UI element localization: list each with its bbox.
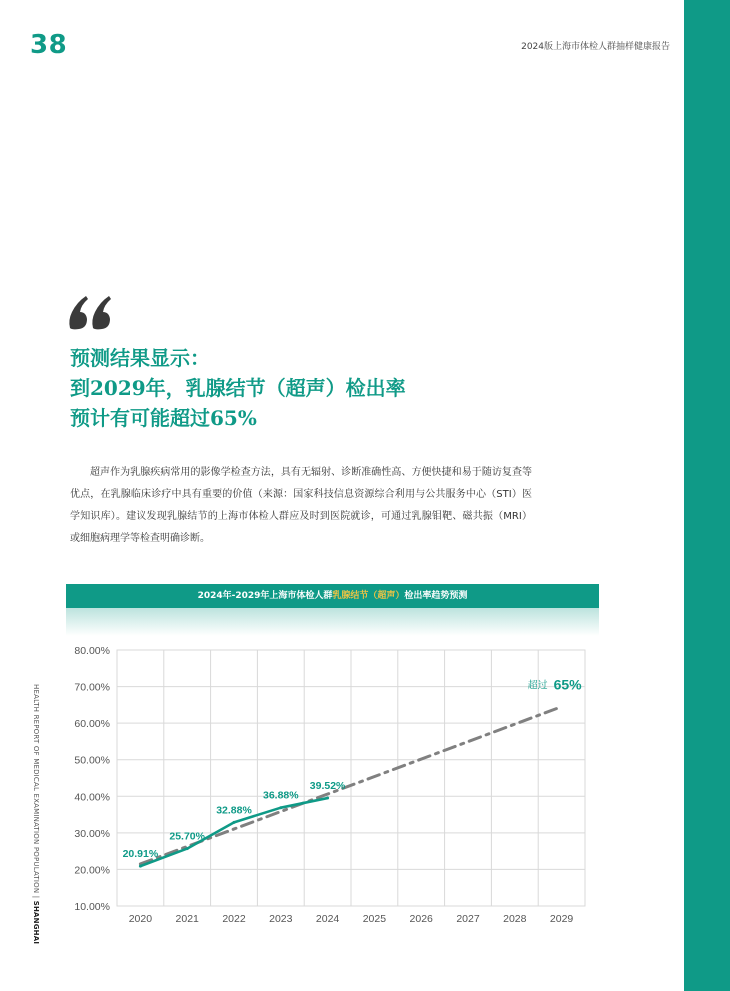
data-point bbox=[233, 821, 236, 824]
x-tick-label: 2024 bbox=[315, 913, 340, 925]
headline-line-2: 到2029年，乳腺结节（超声）检出率 bbox=[70, 376, 406, 400]
side-label-separator: | bbox=[32, 895, 40, 899]
x-tick-label: 2027 bbox=[456, 913, 480, 925]
y-tick-label: 30.00% bbox=[74, 827, 110, 840]
y-tick-label: 50.00% bbox=[74, 754, 110, 767]
y-tick-label: 80.00% bbox=[74, 645, 110, 657]
side-label-city: SHANGHAI bbox=[32, 900, 40, 945]
x-tick-label: 2025 bbox=[362, 913, 387, 925]
chart-title-highlight: 乳腺结节（超声） bbox=[332, 591, 405, 601]
y-tick-label: 40.00% bbox=[74, 791, 110, 804]
data-label: 25.70% bbox=[169, 830, 206, 843]
banner-fade bbox=[66, 608, 599, 636]
page-number: 38 bbox=[30, 30, 68, 60]
x-tick-label: 2029 bbox=[549, 913, 574, 925]
headline bbox=[70, 343, 406, 433]
data-label: 32.88% bbox=[216, 804, 252, 817]
chart-title-banner bbox=[66, 584, 599, 608]
y-tick-label: 20.00% bbox=[74, 864, 110, 877]
x-tick-label: 2026 bbox=[409, 913, 433, 925]
side-label bbox=[26, 684, 40, 945]
report-title: 2024版上海市体检人群抽样健康报告 bbox=[521, 42, 670, 52]
data-point bbox=[139, 865, 142, 868]
headline-line-1: 预测结果显示： bbox=[70, 346, 210, 370]
quote-icon bbox=[66, 290, 114, 332]
x-tick-label: 2020 bbox=[128, 913, 153, 925]
y-tick-label: 70.00% bbox=[74, 681, 110, 694]
chart-title-suffix: 检出率趋势预测 bbox=[404, 591, 468, 601]
x-tick-label: 2021 bbox=[175, 913, 199, 925]
annotation-value: 65% bbox=[553, 676, 582, 693]
x-tick-label: 2023 bbox=[269, 913, 293, 925]
data-point bbox=[326, 797, 329, 800]
annotation-prefix: 超过 bbox=[527, 680, 548, 692]
body-paragraph: 超声作为乳腺疾病常用的影像学检查方法，具有无辐射、诊断准确性高、方便快捷和易于随访复查等优点，在乳腺临床诊疗中具有重要的价值（来源：国家科技信息资源综合利用与公共服务中心（STI）医学知识库）。建议发现乳腺结节的上海市体检人群应及时到医院就诊，可通过乳腺钼靶、磁共振（MRI）或细胞病理学等检查明确诊断。 bbox=[70, 467, 532, 544]
headline-line-3: 预计有可能超过65% bbox=[70, 406, 257, 430]
right-edge-bar bbox=[684, 0, 730, 991]
y-tick-label: 10.00% bbox=[74, 901, 110, 913]
y-tick-label: 60.00% bbox=[74, 718, 110, 731]
side-label-main: HEALTH REPORT OF MEDICAL EXAMINATION POPULATION bbox=[32, 684, 40, 894]
data-point bbox=[186, 847, 189, 850]
x-tick-label: 2028 bbox=[503, 913, 527, 925]
data-point bbox=[279, 806, 282, 809]
chart-title-prefix: 2024年-2029年上海市体检人群 bbox=[197, 591, 333, 601]
x-tick-label: 2022 bbox=[222, 913, 246, 925]
data-label: 20.91% bbox=[122, 848, 159, 861]
data-label: 39.52% bbox=[309, 780, 346, 793]
data-label: 36.88% bbox=[262, 789, 299, 802]
trend-chart bbox=[60, 636, 600, 936]
